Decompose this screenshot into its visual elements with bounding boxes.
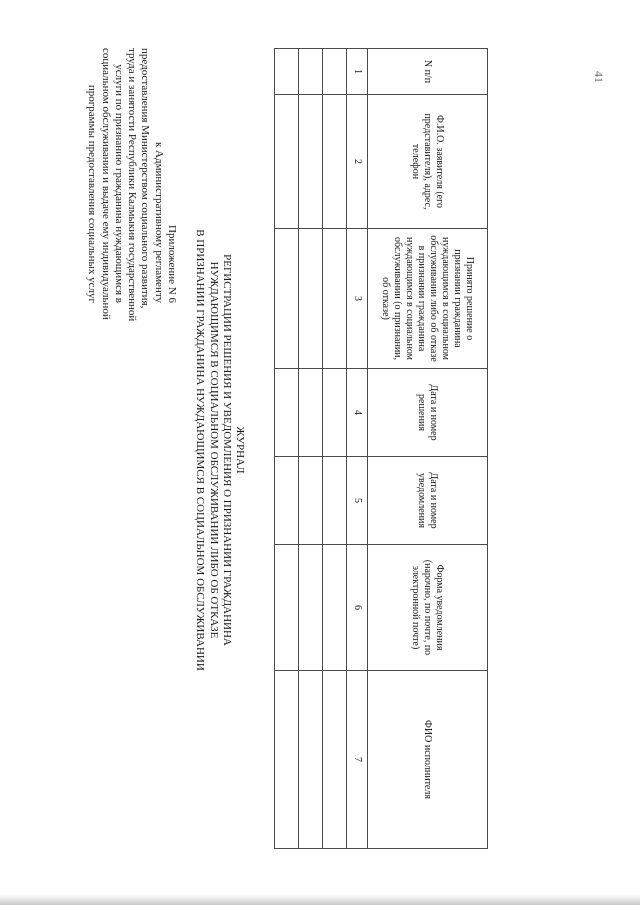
column-number: 5 xyxy=(347,457,368,545)
appendix-line: услуги по признанию гражданина нуждающимся в xyxy=(112,64,125,303)
column-header: Форма уведомления (нарочно, по почте, по электронной почте) xyxy=(368,545,488,671)
table-cell xyxy=(275,49,299,95)
table-cell xyxy=(275,229,299,369)
table-row xyxy=(299,49,323,849)
table-header-row xyxy=(368,49,488,849)
column-number-row xyxy=(347,49,368,849)
table-cell xyxy=(323,95,347,229)
journal-table xyxy=(274,48,488,849)
table-row xyxy=(323,49,347,849)
table-cell xyxy=(275,671,299,849)
table-cell xyxy=(323,671,347,849)
column-header: N п/п xyxy=(368,49,488,95)
journal-subtitle-line: РЕГИСТРАЦИИ РЕШЕНИЯ И УВЕДОМЛЕНИЯ О ПРИЗНАНИИ ГРАЖДАНИНА xyxy=(220,254,233,646)
appendix-line: предоставления Министерством социального развития, xyxy=(139,48,152,309)
table-row xyxy=(275,49,299,849)
table-cell xyxy=(299,545,323,671)
table-cell xyxy=(299,229,323,369)
table-cell xyxy=(323,369,347,457)
table-cell xyxy=(299,95,323,229)
column-number: 6 xyxy=(347,545,368,671)
column-header: Ф.И.О. заявителя (его представителя), адрес, телефон xyxy=(368,95,488,229)
column-header: ФИО исполнителя xyxy=(368,671,488,849)
table-cell xyxy=(275,545,299,671)
appendix-line: программы предоставления социальных услуг xyxy=(86,84,99,303)
table-cell xyxy=(275,369,299,457)
page-number: 41 xyxy=(592,71,606,83)
column-header: Дата и номер решения xyxy=(368,369,488,457)
column-number: 3 xyxy=(347,229,368,369)
column-number: 1 xyxy=(347,49,368,95)
table-cell xyxy=(323,457,347,545)
column-header: Дата и номер уведомления xyxy=(368,457,488,545)
journal-title: ЖУРНАЛ xyxy=(234,426,246,474)
journal-subtitle-line: В ПРИЗНАНИИ ГРАЖДАНИНА НУЖДАЮЩИМСЯ В СОЦИАЛЬНОМ ОБСЛУЖИВАНИИ xyxy=(194,229,207,671)
table-cell xyxy=(299,671,323,849)
page-edge-shadow xyxy=(0,895,640,905)
table-cell xyxy=(323,229,347,369)
appendix-line: к Административному регламенту xyxy=(152,141,165,303)
journal-subtitle-line: НУЖДАЮЩИМСЯ В СОЦИАЛЬНОМ ОБСЛУЖИВАНИИ ЛИБО ОБ ОТКАЗЕ xyxy=(207,261,220,639)
column-header: Принято решение о признании гражданина нуждающимся в социальном обслуживании либо об отказе в признании гражданина нуждающимся в социальном обслуживании (о признании, об отказе) xyxy=(368,229,488,369)
column-number: 7 xyxy=(347,671,368,849)
table-cell xyxy=(299,457,323,545)
journal-heading xyxy=(193,180,246,720)
appendix-block xyxy=(85,48,178,322)
table-cell xyxy=(275,457,299,545)
appendix-line: труда и занятости Республики Калмыкия государственной xyxy=(126,48,139,322)
column-number: 4 xyxy=(347,369,368,457)
table-cell xyxy=(275,95,299,229)
appendix-line: социальном обслуживании и выдаче ему индивидуальной xyxy=(99,48,112,320)
table-cell xyxy=(299,49,323,95)
table-cell xyxy=(323,49,347,95)
table-cell xyxy=(323,545,347,671)
table-cell xyxy=(299,369,323,457)
journal-table-wrap xyxy=(274,48,488,848)
appendix-line: Приложение N 6 xyxy=(166,225,178,303)
column-number: 2 xyxy=(347,95,368,229)
